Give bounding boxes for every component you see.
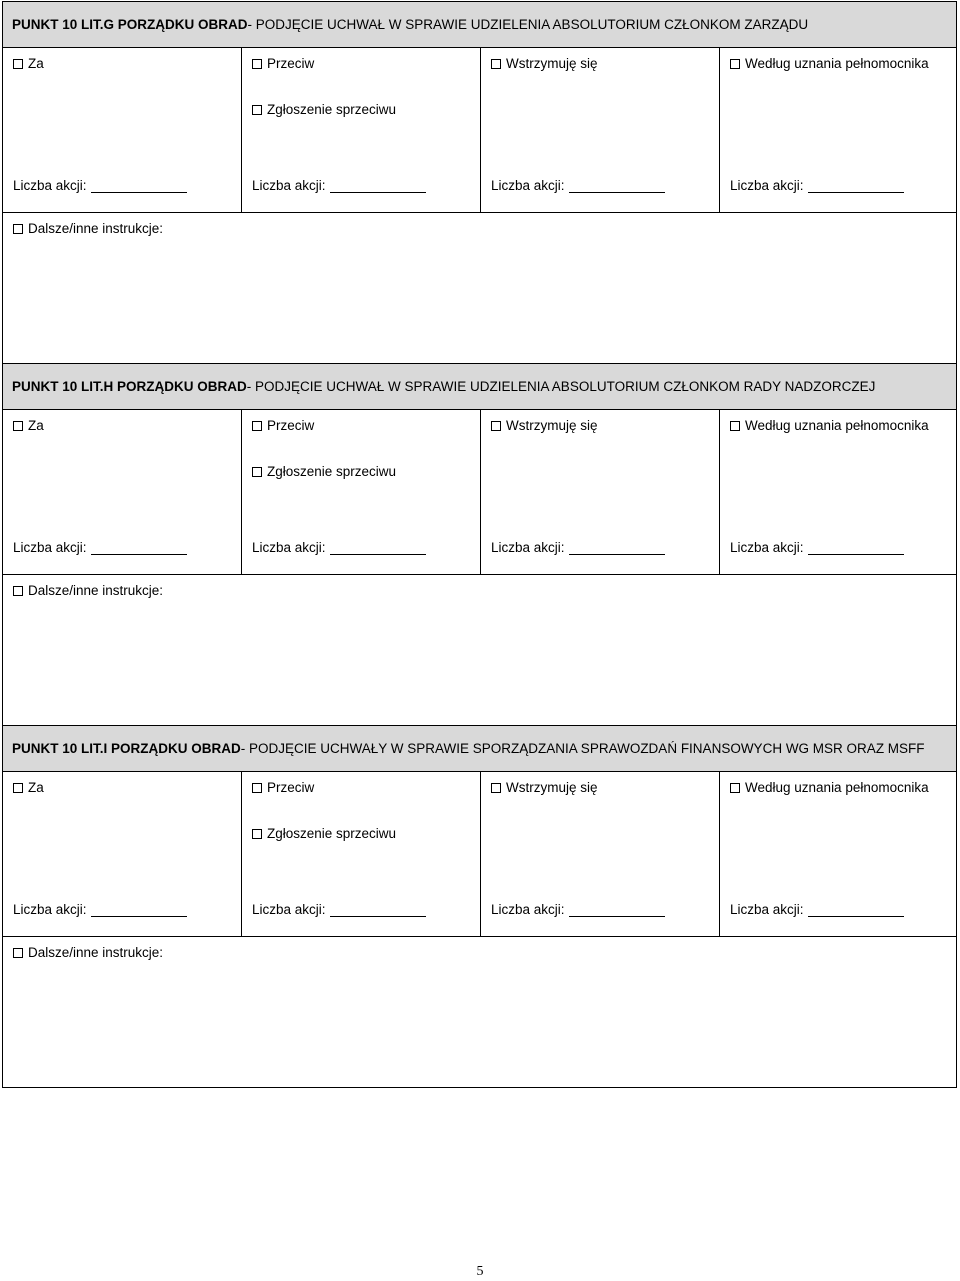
resolution-section-10h xyxy=(2,363,957,726)
option-label: Za xyxy=(28,780,44,795)
agenda-item-label: PUNKT 10 LIT.G PORZĄDKU OBRAD xyxy=(12,17,248,32)
option-label: Według uznania pełnomocnika xyxy=(745,780,929,795)
checkbox-icon[interactable] xyxy=(491,783,501,793)
option-label: Za xyxy=(28,418,44,433)
checkbox-icon[interactable] xyxy=(13,948,23,958)
vote-against-option[interactable] xyxy=(252,56,314,71)
shares-field[interactable] xyxy=(491,902,665,917)
further-instructions-area[interactable] xyxy=(3,937,956,1087)
vote-column-discretion xyxy=(720,772,956,936)
checkbox-icon[interactable] xyxy=(13,224,23,234)
shares-input-line[interactable] xyxy=(330,902,426,917)
shares-label: Liczba akcji: xyxy=(730,902,804,917)
checkbox-icon[interactable] xyxy=(252,105,262,115)
checkbox-icon[interactable] xyxy=(252,421,262,431)
shares-field[interactable] xyxy=(13,178,187,193)
objection-option[interactable] xyxy=(252,464,396,479)
option-label: Dalsze/inne instrukcje: xyxy=(28,945,164,960)
checkbox-icon[interactable] xyxy=(13,586,23,596)
option-label: Wstrzymuję się xyxy=(506,418,598,433)
shares-input-line[interactable] xyxy=(808,540,904,555)
checkbox-icon[interactable] xyxy=(730,783,740,793)
shares-label: Liczba akcji: xyxy=(491,902,565,917)
option-label: Zgłoszenie sprzeciwu xyxy=(267,826,397,841)
vote-for-option[interactable] xyxy=(13,780,44,795)
shares-input-line[interactable] xyxy=(91,902,187,917)
shares-input-line[interactable] xyxy=(808,178,904,193)
page-number: 5 xyxy=(476,1264,484,1279)
vote-abstain-option[interactable] xyxy=(491,56,598,71)
option-label: Przeciw xyxy=(267,418,315,433)
shares-label: Liczba akcji: xyxy=(13,902,87,917)
shares-field[interactable] xyxy=(730,902,904,917)
vote-options-grid xyxy=(3,48,956,213)
shares-field[interactable] xyxy=(730,178,904,193)
checkbox-icon[interactable] xyxy=(252,467,262,477)
option-label: Dalsze/inne instrukcje: xyxy=(28,221,164,236)
shares-input-line[interactable] xyxy=(91,540,187,555)
shares-label: Liczba akcji: xyxy=(730,178,804,193)
checkbox-icon[interactable] xyxy=(13,59,23,69)
checkbox-icon[interactable] xyxy=(491,421,501,431)
resolution-section-10g xyxy=(2,1,957,364)
vote-column-for xyxy=(3,410,242,574)
shares-field[interactable] xyxy=(491,178,665,193)
option-label: Według uznania pełnomocnika xyxy=(745,418,929,433)
further-instructions-area[interactable] xyxy=(3,575,956,725)
option-label: Zgłoszenie sprzeciwu xyxy=(267,464,397,479)
option-label: Wstrzymuję się xyxy=(506,780,598,795)
shares-label: Liczba akcji: xyxy=(13,540,87,555)
checkbox-icon[interactable] xyxy=(13,421,23,431)
further-instructions-option[interactable] xyxy=(13,221,163,236)
checkbox-icon[interactable] xyxy=(491,59,501,69)
option-label: Przeciw xyxy=(267,780,315,795)
vote-abstain-option[interactable] xyxy=(491,780,598,795)
vote-for-option[interactable] xyxy=(13,56,44,71)
shares-field[interactable] xyxy=(13,540,187,555)
option-label: Przeciw xyxy=(267,56,315,71)
further-instructions-area[interactable] xyxy=(3,213,956,363)
shares-field[interactable] xyxy=(252,540,426,555)
vote-against-option[interactable] xyxy=(252,418,314,433)
vote-column-discretion xyxy=(720,48,956,212)
agenda-item-title: - PODJĘCIE UCHWAŁ W SPRAWIE UDZIELENIA ABSOLUTORIUM CZŁONKOM RADY NADZORCZEJ xyxy=(246,379,876,394)
shares-field[interactable] xyxy=(252,902,426,917)
checkbox-icon[interactable] xyxy=(252,783,262,793)
shares-label: Liczba akcji: xyxy=(252,540,326,555)
vote-column-against xyxy=(242,410,481,574)
further-instructions-option[interactable] xyxy=(13,945,163,960)
objection-option[interactable] xyxy=(252,826,396,841)
vote-for-option[interactable] xyxy=(13,418,44,433)
vote-abstain-option[interactable] xyxy=(491,418,598,433)
agenda-item-title: - PODJĘCIE UCHWAŁY W SPRAWIE SPORZĄDZANIA SPRAWOZDAŃ FINANSOWYCH WG MSR ORAZ MSFF xyxy=(240,741,925,756)
agenda-item-label: PUNKT 10 LIT.I PORZĄDKU OBRAD xyxy=(12,741,241,756)
shares-label: Liczba akcji: xyxy=(491,178,565,193)
checkbox-icon[interactable] xyxy=(252,59,262,69)
vote-column-against xyxy=(242,48,481,212)
section-header xyxy=(3,726,956,772)
shares-input-line[interactable] xyxy=(91,178,187,193)
option-label: Wstrzymuję się xyxy=(506,56,598,71)
vote-column-abstain xyxy=(481,772,720,936)
shares-label: Liczba akcji: xyxy=(252,178,326,193)
vote-column-for xyxy=(3,48,242,212)
vote-column-against xyxy=(242,772,481,936)
shares-field[interactable] xyxy=(252,178,426,193)
shares-label: Liczba akcji: xyxy=(730,540,804,555)
shares-input-line[interactable] xyxy=(569,540,665,555)
agenda-item-label: PUNKT 10 LIT.H PORZĄDKU OBRAD xyxy=(12,379,247,394)
section-header xyxy=(3,2,956,48)
option-label: Dalsze/inne instrukcje: xyxy=(28,583,164,598)
shares-label: Liczba akcji: xyxy=(13,178,87,193)
shares-field[interactable] xyxy=(730,540,904,555)
further-instructions-option[interactable] xyxy=(13,583,163,598)
vote-against-option[interactable] xyxy=(252,780,314,795)
checkbox-icon[interactable] xyxy=(730,421,740,431)
shares-input-line[interactable] xyxy=(330,178,426,193)
option-label: Za xyxy=(28,56,44,71)
vote-discretion-option[interactable] xyxy=(730,780,929,795)
vote-discretion-option[interactable] xyxy=(730,56,929,71)
checkbox-icon[interactable] xyxy=(252,829,262,839)
vote-discretion-option[interactable] xyxy=(730,418,929,433)
resolution-section-10i xyxy=(2,725,957,1088)
checkbox-icon[interactable] xyxy=(730,59,740,69)
section-header xyxy=(3,364,956,410)
vote-column-discretion xyxy=(720,410,956,574)
vote-column-abstain xyxy=(481,48,720,212)
shares-input-line[interactable] xyxy=(330,540,426,555)
objection-option[interactable] xyxy=(252,102,396,117)
option-label: Według uznania pełnomocnika xyxy=(745,56,929,71)
shares-input-line[interactable] xyxy=(569,178,665,193)
vote-options-grid xyxy=(3,772,956,937)
shares-label: Liczba akcji: xyxy=(491,540,565,555)
shares-label: Liczba akcji: xyxy=(252,902,326,917)
agenda-item-title: - PODJĘCIE UCHWAŁ W SPRAWIE UDZIELENIA ABSOLUTORIUM CZŁONKOM ZARZĄDU xyxy=(247,17,809,32)
checkbox-icon[interactable] xyxy=(13,783,23,793)
vote-options-grid xyxy=(3,410,956,575)
shares-input-line[interactable] xyxy=(569,902,665,917)
shares-input-line[interactable] xyxy=(808,902,904,917)
shares-field[interactable] xyxy=(13,902,187,917)
option-label: Zgłoszenie sprzeciwu xyxy=(267,102,397,117)
vote-column-abstain xyxy=(481,410,720,574)
shares-field[interactable] xyxy=(491,540,665,555)
vote-column-for xyxy=(3,772,242,936)
